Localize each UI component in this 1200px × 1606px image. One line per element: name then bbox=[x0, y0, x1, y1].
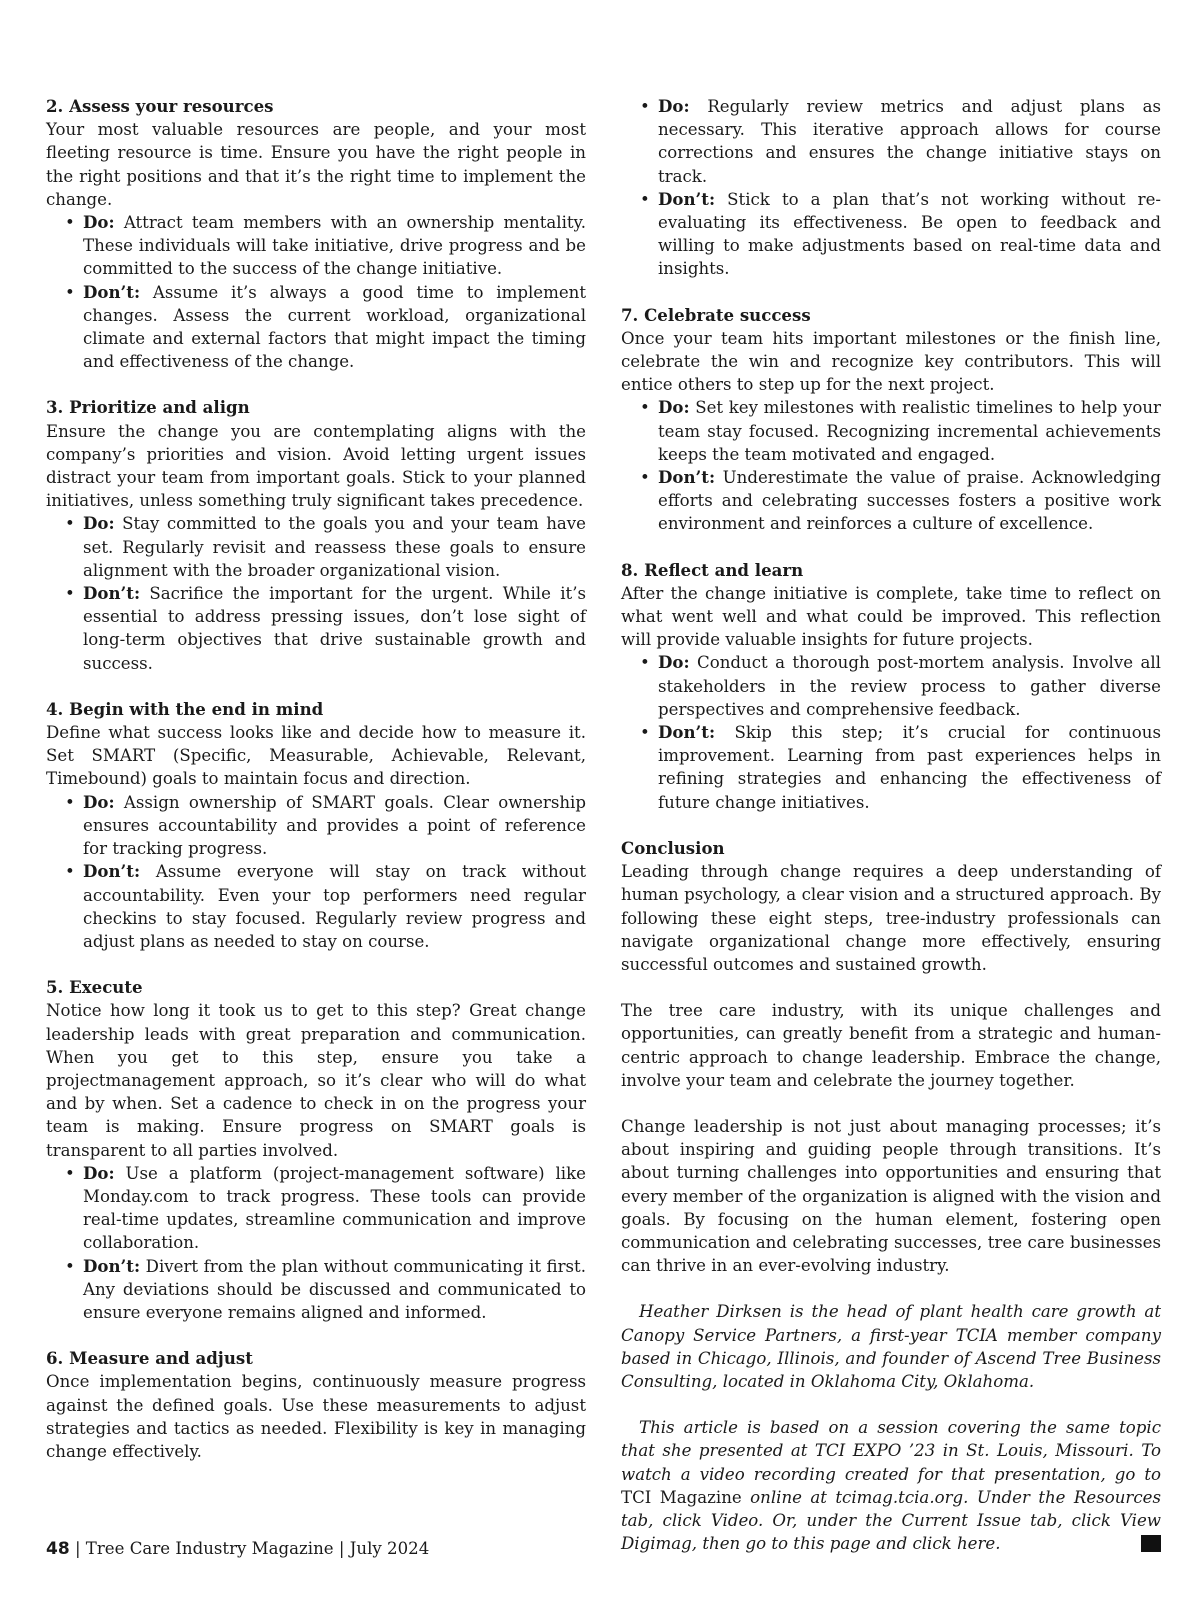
dont-label: Don’t: bbox=[83, 861, 141, 882]
dont-label: Don’t: bbox=[83, 1255, 141, 1276]
section-body: Once implementation begins, continuously measure progress against the defined goals. Use these measurements to adjust strategies and tactics as needed. Flexibility is key in managing change effectively. bbox=[46, 1372, 586, 1461]
do-text: Assign ownership of SMART goals. Clear ownership ensures accountability and provides a point of reference for tracking progress. bbox=[83, 792, 586, 859]
do-text: Conduct a thorough post-mortem analysis. Involve all stakeholders in the review process to gather diverse perspectives and comprehensive feedback. bbox=[658, 653, 1161, 719]
do-item bbox=[83, 1162, 586, 1255]
section-heading: 4. Begin with the end in mind bbox=[46, 698, 324, 719]
do-text: Use a platform (project-management software) like Monday.com to track progress. These tools can provide real-time updates, streamline communication and improve collaboration. bbox=[83, 1163, 586, 1253]
magazine-name: TCI Magazine bbox=[621, 1487, 742, 1507]
do-item bbox=[83, 211, 586, 281]
do-label: Do: bbox=[658, 96, 690, 116]
section-body: Notice how long it took us to get to this step? Great change leadership leads with great preparation and communication. When you get to this step, ensure you take a projectmanagement approach, so it’s clear who will do what and by when. Set a cadence to check in on the progress your team is making. Ensure progress on SMART goals is transparent to all parties involved. bbox=[46, 1001, 586, 1160]
bullet-list bbox=[621, 651, 1161, 813]
bullet-list bbox=[46, 512, 586, 674]
dont-label: Don’t: bbox=[83, 583, 141, 604]
do-label: Do: bbox=[83, 513, 115, 534]
do-label: Do: bbox=[658, 397, 690, 418]
section-body: Ensure the change you are contemplating aligns with the company’s priorities and vision. Avoid letting urgent issues distract your team from important goals. Stick to your planned initiatives, unless something truly significant takes precedence. bbox=[46, 421, 586, 511]
dont-item bbox=[658, 466, 1161, 536]
dont-label: Don’t: bbox=[658, 467, 716, 488]
author-bio-text: Heather Dirksen is the head of plant health care growth at Canopy Service Partners, a first-year TCIA member company based in Chicago, Illinois, and founder of Ascend Tree Business Consulting, located in Oklahoma City, Oklahoma. bbox=[621, 1302, 1161, 1391]
author-bio bbox=[621, 1300, 1161, 1393]
dont-item bbox=[83, 860, 586, 953]
dont-item bbox=[83, 582, 586, 675]
do-item bbox=[658, 651, 1161, 721]
article-note bbox=[621, 1416, 1161, 1555]
section-body: Once your team hits important milestones or the finish line, celebrate the win and recognize key contributors. This will entice others to step up for the next project. bbox=[621, 328, 1161, 395]
bullet-list bbox=[621, 95, 1161, 281]
do-label: Do: bbox=[83, 212, 115, 233]
do-text: Stay committed to the goals you and your team have set. Regularly revisit and reassess these goals to ensure alignment with the broader organizational vision. bbox=[83, 514, 586, 580]
dont-text: Skip this step; it’s crucial for continuous improvement. Learning from past experiences helps in refining strategies and enhancing the effectiveness of future change initiatives. bbox=[658, 723, 1161, 812]
right-column bbox=[621, 95, 1161, 1555]
section-body: After the change initiative is complete, take time to reflect on what went well and what could be improved. This reflection will provide valuable insights for future projects. bbox=[621, 583, 1161, 650]
dont-label: Don’t: bbox=[83, 281, 141, 302]
article-note-part2: online at tcimag.tcia.org. Under the Resources tab, click Video. Or, under the Current Issue tab, click View Digimag, then go to this page and click here. bbox=[621, 1487, 1161, 1554]
do-label: Do: bbox=[83, 791, 115, 812]
do-item bbox=[658, 95, 1161, 188]
dont-text: Divert from the plan without communicating it first. Any deviations should be discussed and communicated to ensure everyone remains aligned and informed. bbox=[83, 1256, 586, 1322]
dont-text: Stick to a plan that’s not working without re-evaluating its effectiveness. Be open to feedback and willing to make adjustments based on real-time data and insights. bbox=[658, 189, 1161, 279]
dont-label: Don’t: bbox=[658, 188, 716, 209]
end-of-article-mark bbox=[1141, 1535, 1161, 1552]
conclusion-paragraph: Change leadership is not just about managing processes; it’s about inspiring and guiding people through transitions. It’s about turning challenges into opportunities and ensuring that every member of the organization is aligned with the vision and goals. By focusing on the human element, fostering open communication and celebrating successes, tree care businesses can thrive in an ever-evolving industry. bbox=[621, 1116, 1161, 1276]
section-heading: 8. Reflect and learn bbox=[621, 559, 804, 580]
page-number: 48 bbox=[46, 1539, 70, 1559]
do-item bbox=[83, 791, 586, 861]
section-body: Define what success looks like and decide how to measure it. Set SMART (Specific, Measurable, Achievable, Relevant, Timebound) goals to maintain focus and direction. bbox=[46, 723, 586, 789]
bullet-list bbox=[621, 396, 1161, 535]
article-note-part1: This article is based on a session covering the same topic that she presented at TCI EXPO ’23 in St. Louis, Missouri. To watch a video recording created for that presentation, go to bbox=[621, 1418, 1161, 1484]
do-label: Do: bbox=[658, 652, 690, 673]
conclusion-heading: Conclusion bbox=[621, 837, 725, 858]
bullet-list bbox=[46, 791, 586, 953]
dont-item bbox=[83, 1255, 586, 1325]
section-body: Your most valuable resources are people, and your most fleeting resource is time. Ensure you have the right people in the right positions and that it’s the right time to implement the change. bbox=[46, 120, 586, 209]
section-heading: 7. Celebrate success bbox=[621, 304, 811, 325]
do-text: Regularly review metrics and adjust plans as necessary. This iterative approach allows for course corrections and ensures the change initiative stays on track. bbox=[658, 97, 1161, 186]
do-item bbox=[83, 512, 586, 582]
dont-text: Underestimate the value of praise. Acknowledging efforts and celebrating successes fosters a positive work environment and reinforces a culture of excellence. bbox=[658, 468, 1161, 534]
dont-item bbox=[658, 721, 1161, 814]
section-heading: 6. Measure and adjust bbox=[46, 1348, 253, 1369]
dont-text: Assume it’s always a good time to implement changes. Assess the current workload, organizational climate and external factors that might impact the timing and effectiveness of the change. bbox=[83, 282, 586, 372]
do-text: Attract team members with an ownership mentality. These individuals will take initiative, drive progress and be committed to the success of the change initiative. bbox=[83, 213, 586, 279]
do-item bbox=[658, 396, 1161, 466]
do-text: Set key milestones with realistic timelines to help your team stay focused. Recognizing incremental achievements keeps the team motivated and engaged. bbox=[658, 398, 1161, 464]
conclusion-paragraph: The tree care industry, with its unique challenges and opportunities, can greatly benefit from a strategic and human-centric approach to change leadership. Embrace the change, involve your team and celebrate the journey together. bbox=[621, 1001, 1161, 1090]
dont-text: Assume everyone will stay on track without accountability. Even your top performers need regular checkins to stay focused. Regularly review progress and adjust plans as needed to stay on course. bbox=[83, 862, 586, 951]
section-heading: 3. Prioritize and align bbox=[46, 397, 250, 418]
dont-item bbox=[658, 188, 1161, 281]
left-column bbox=[46, 95, 586, 1463]
bullet-list bbox=[46, 211, 586, 373]
conclusion-paragraph: Leading through change requires a deep understanding of human psychology, a clear vision and a structured approach. By following these eight steps, tree-industry professionals can navigate organizational change more effectively, ensuring successful outcomes and sustained growth. bbox=[621, 862, 1161, 974]
page-footer bbox=[46, 1539, 429, 1559]
bullet-list bbox=[46, 1162, 586, 1324]
do-label: Do: bbox=[83, 1162, 115, 1183]
section-heading: 2. Assess your resources bbox=[46, 96, 274, 116]
footer-text: | Tree Care Industry Magazine | July 2024 bbox=[69, 1539, 430, 1558]
section-heading: 5. Execute bbox=[46, 977, 143, 998]
dont-item bbox=[83, 281, 586, 374]
dont-label: Don’t: bbox=[658, 722, 716, 743]
dont-text: Sacrifice the important for the urgent. While it’s essential to address pressing issues, don’t lose sight of long-term objectives that drive sustainable growth and success. bbox=[83, 584, 586, 673]
